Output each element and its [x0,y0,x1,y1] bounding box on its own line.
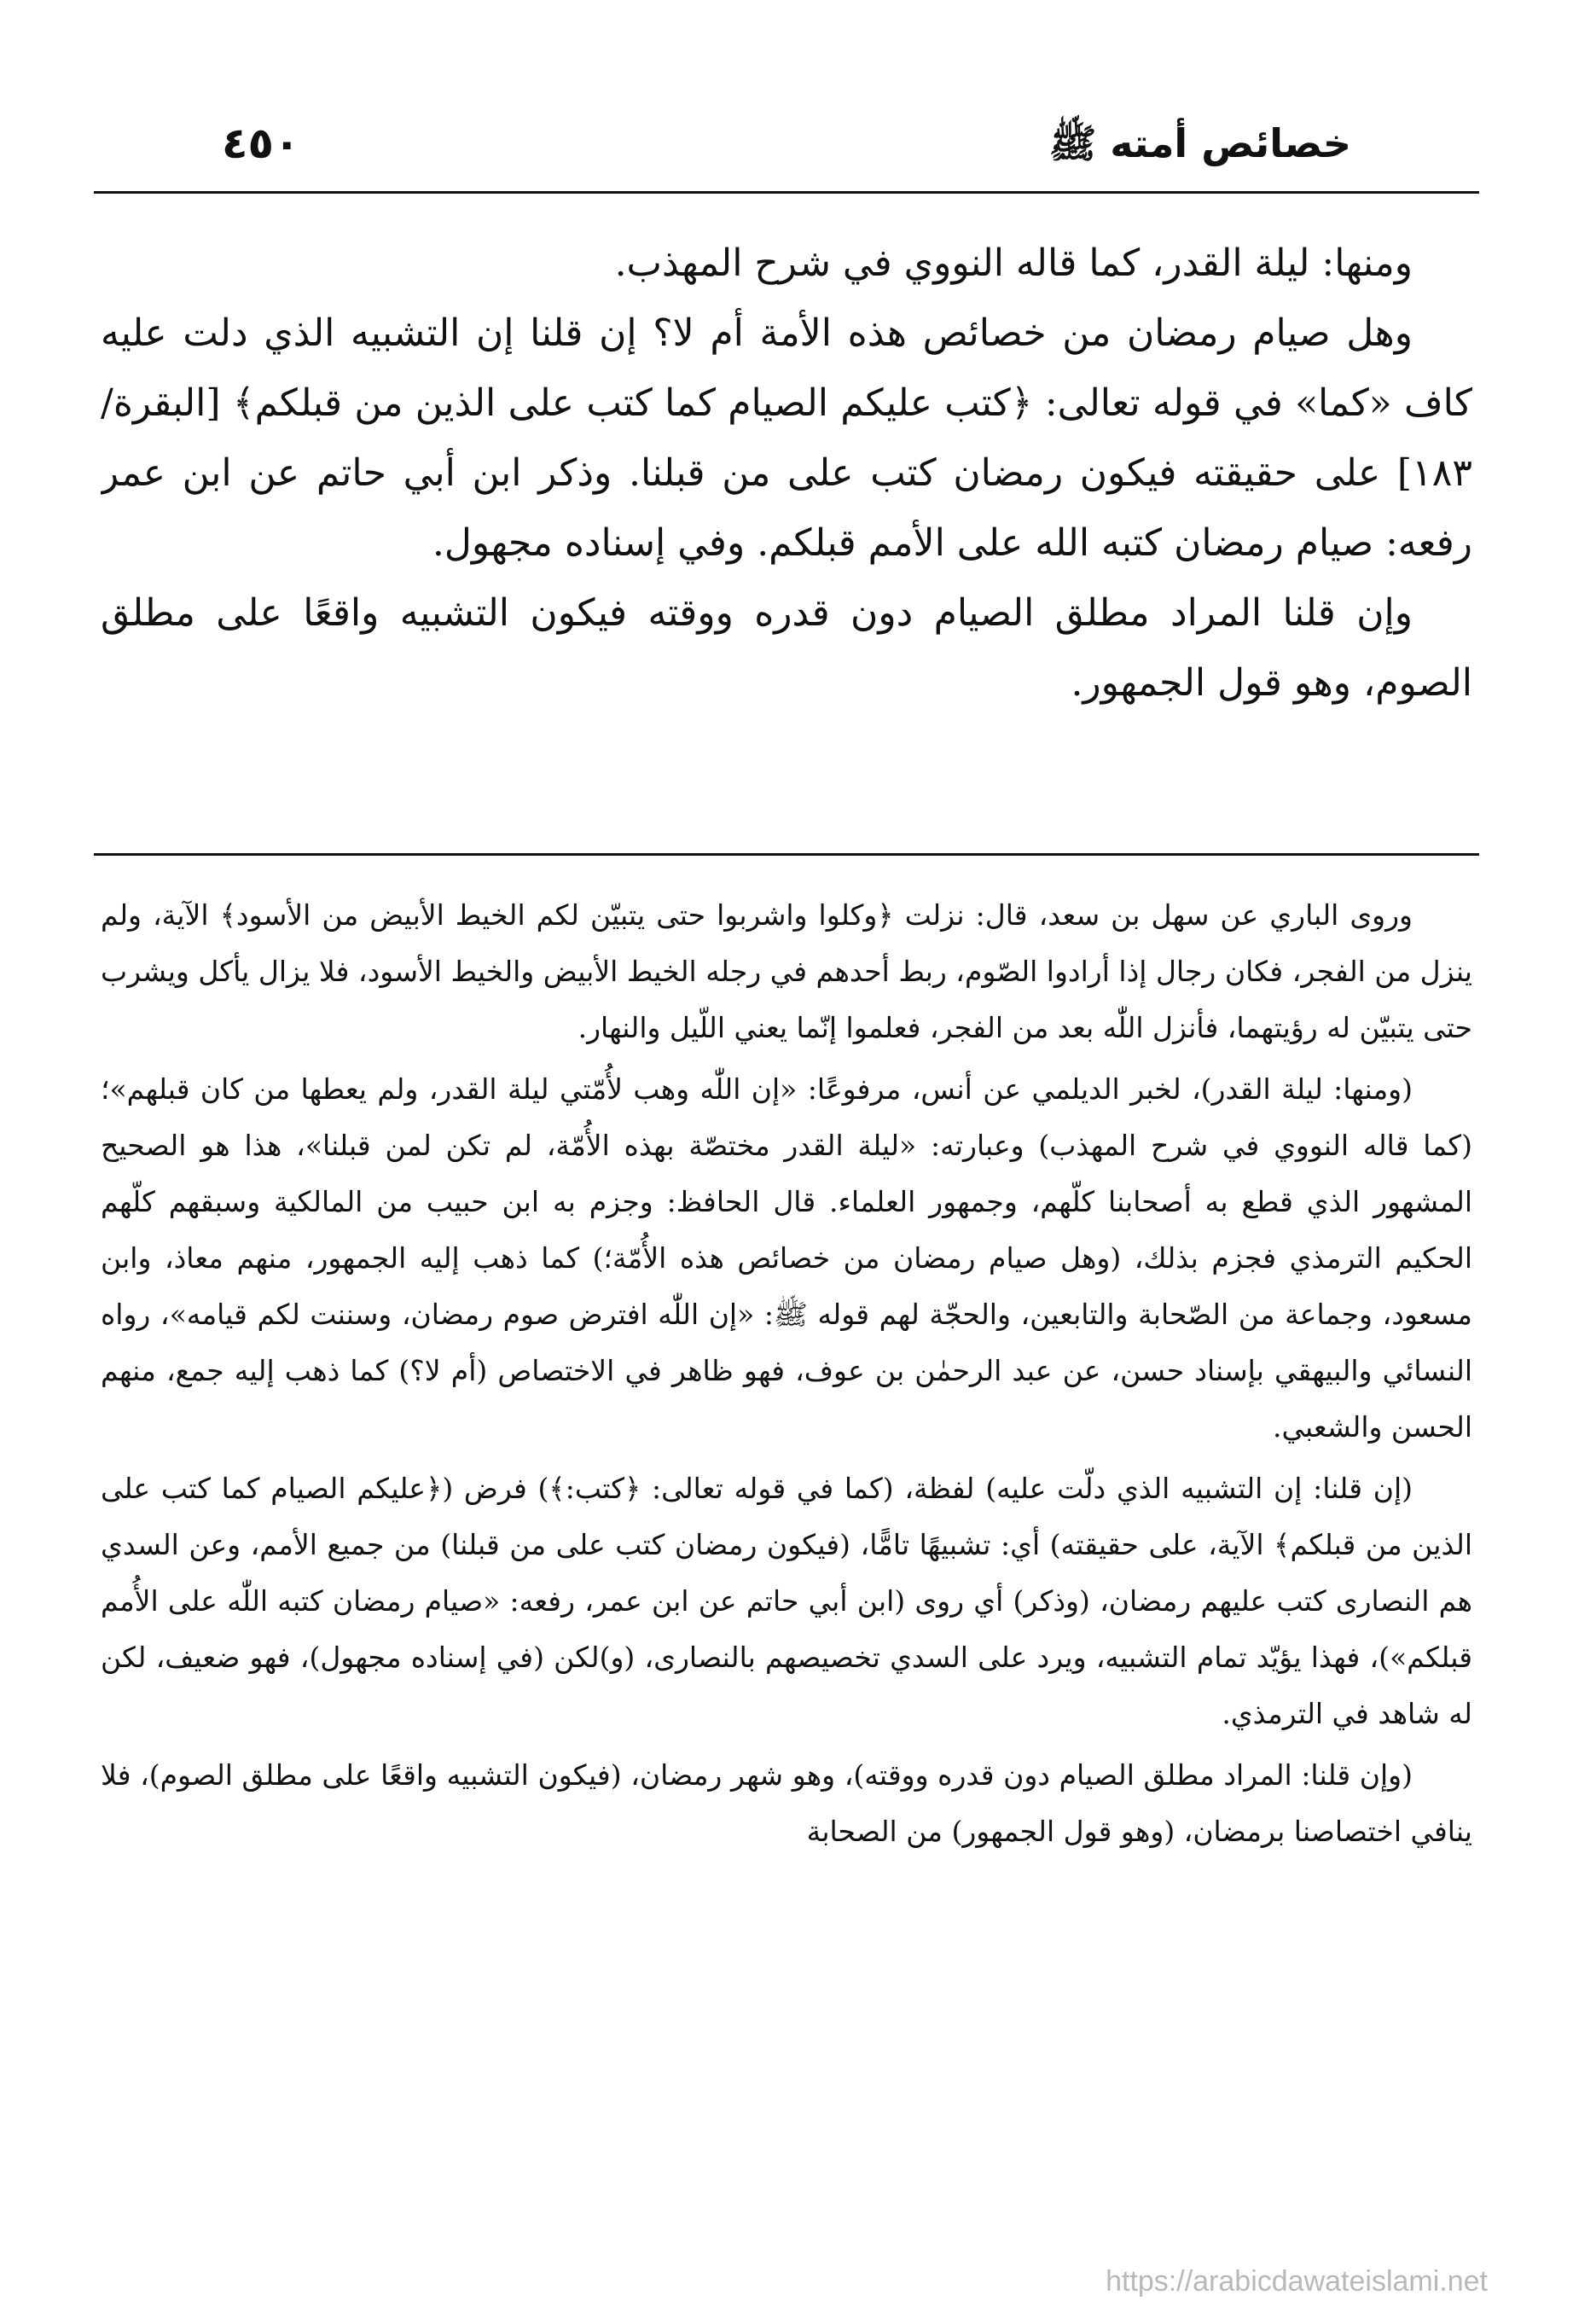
running-title: خصائص أمته ﷺ [1048,120,1351,166]
commentary-paragraph: (إن قلنا: إن التشبيه الذي دلّت عليه) لفظة، (كما في قوله تعالى: ﴿كتب:﴾) فرض (﴿عليكم الصيام كما كتب على الذين من قبلكم﴾ الآية، على حقيقته) أي: تشبيهًا تامًّا، (فيكون رمضان كتب على من قبلنا) من جميع الأمم، وعن السدي هم النصارى كتب عليهم رمضان، (وذكر) أي روى (ابن أبي حاتم عن ابن عمر، رفعه: «صيام رمضان كتبه اللّٰه على الأُمم قبلكم»)، فهذا يؤيّد تمام التشبيه، ويرد على السدي تخصيصهم بالنصارى، (و)لكن (في إسناده مجهول)، فهو ضعيف، لكن له شاهد في الترمذي. [101,1472,1472,1730]
commentary-text [101,887,1472,2235]
main-paragraph: ومنها: ليلة القدر، كما قاله النووي في شرح المهذب. [614,241,1413,285]
main-paragraph: وهل صيام رمضان من خصائص هذه الأمة أم لا؟ إن قلنا إن التشبيه الذي دلت عليه كاف «كما» في قوله تعالى: ﴿كتب عليكم الصيام كما كتب على الذين من قبلكم﴾ [البقرة/١٨٣] على حقيقته فيكون رمضان كتب على من قبلنا. وذكر ابن أبي حاتم عن ابن عمر رفعه: صيام رمضان كتبه الله على الأمم قبلكم. وفي إسناده مجهول. [101,311,1472,565]
commentary-paragraph: (ومنها: ليلة القدر)، لخبر الديلمي عن أنس، مرفوعًا: «إن اللّٰه وهب لأُمّتي ليلة القدر، ولم يعطها من كان قبلهم»؛ (كما قاله النووي في شرح المهذب) وعبارته: «ليلة القدر مختصّة بهذه الأُمّة، لم تكن لمن قبلنا»، هذا هو الصحيح المشهور الذي قطع به أصحابنا كلّهم، وجمهور العلماء. قال الحافظ: وجزم به ابن حبيب من المالكية وسبقهم كلّهم الحكيم الترمذي فجزم بذلك، (وهل صيام رمضان من خصائص هذه الأُمّة؛) كما ذهب إليه الجمهور، منهم معاذ، وابن مسعود، وجماعة من الصّحابة والتابعين، والحجّة لهم قوله ﷺ: «إن اللّٰه افترض صوم رمضان، وسننت لكم قيامه»، رواه النسائي والبيهقي بإسناد حسن، عن عبد الرحمٰن بن عوف، فهو ظاهر في الاختصاص (أم لا؟) كما ذهب إليه جمع، منهم الحسن والشعبي. [101,1072,1472,1444]
commentary-paragraph: (وإن قلنا: المراد مطلق الصيام دون قدره ووقته)، وهو شهر رمضان، (فيكون التشبيه واقعًا على مطلق الصوم)، فلا ينافي اختصاصنا برمضان، (وهو قول الجمهور) من الصحابة [101,1758,1472,1848]
commentary-separator [94,853,1479,856]
main-paragraph: وإن قلنا المراد مطلق الصيام دون قدره ووقته فيكون التشبيه واقعًا على مطلق الصوم، وهو قول الجمهور. [101,591,1472,705]
page-header [94,101,1479,195]
main-text [101,229,1472,839]
commentary-paragraph: وروى الباري عن سهل بن سعد، قال: نزلت ﴿وكلوا واشربوا حتى يتبيّن لكم الخيط الأبيض من الأسود﴾ الآية، ولم ينزل من الفجر، فكان رجال إذا أرادوا الصّوم، ربط أحدهم في رجله الخيط الأبيض والخيط الأسود، فلا يزال يأكل ويشرب حتى يتبيّن له رؤيتهما، فأنزل اللّٰه بعد من الفجر، فعلموا إنّما يعني اللّيل والنهار. [101,898,1472,1044]
page-number: ٤٥٠ [222,119,300,168]
watermark-url: https://arabicdawateislami.net [1106,2265,1488,2298]
header-rule [94,191,1479,194]
